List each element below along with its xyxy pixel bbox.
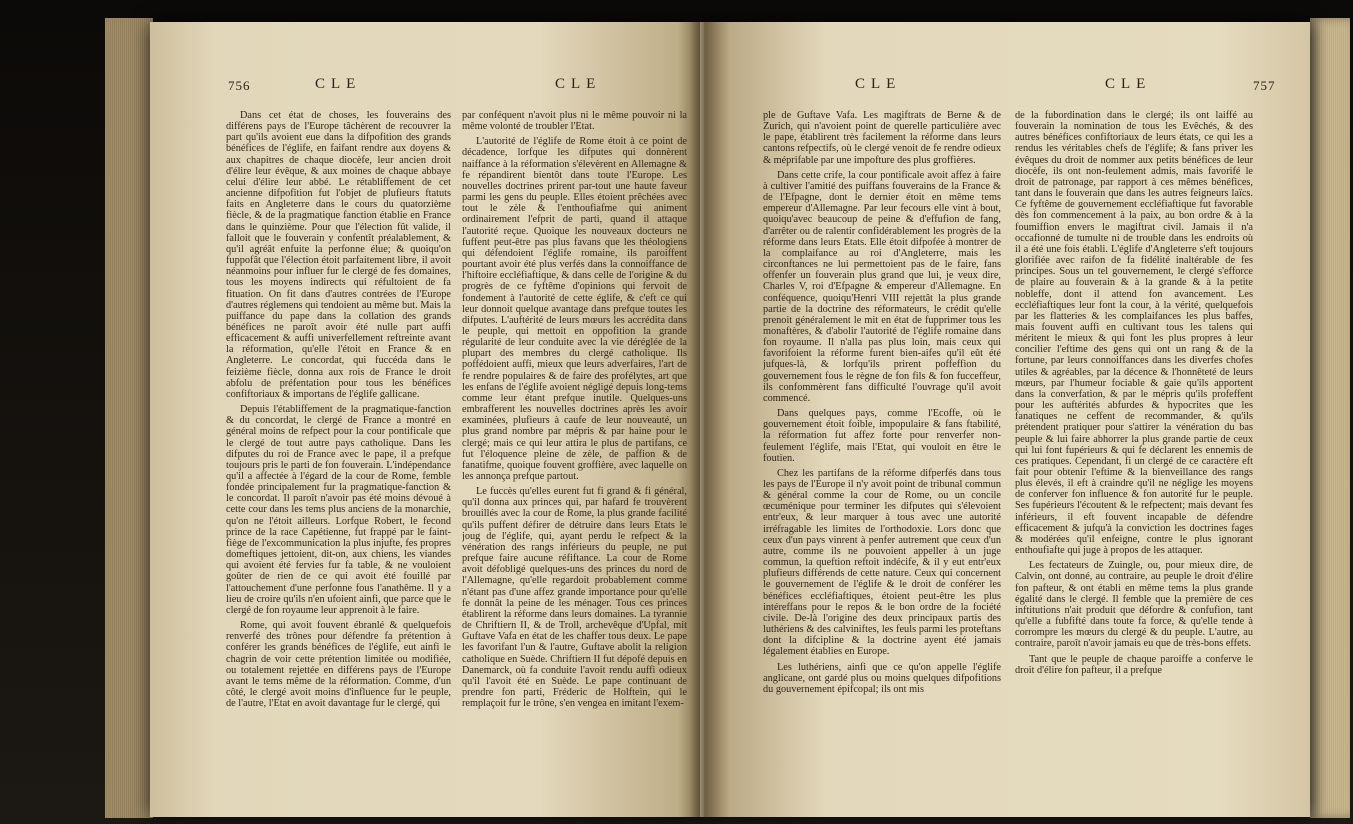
paragraph: Dans cette crife, la cour pontificale avoit affez à faire à cultiver l'amitié des puiffans fouverains de la France & de l'Efpagne, dont le dernier étoit en même tems empereur d'Allemagne. Par leur fecours elle vint à bout, quoiqu'avec beaucoup de peine & d'effufion de fang, d'arrêter ou de ralentir confidérablement les progrès de la réforme dans leurs Etats. Elle étoit difpofée à montrer de la complaifance au roi d'Angleterre, mais les circonftances ne lui permettoient pas de le faire, fans offenfer un fouverain plus grand que lui, je veux dire, Charles V, roi d'Efpagne & empereur d'Allemagne. En conféquence, quoiqu'Henri VIII rejettât la plus grande partie de la doctrine des réformateurs, le crédit qu'elle prenoit généralement le mit en état de fupprimer tous les monaftères, & d'abolir l'autorité de l'églife romaine dans fon royaume. Il n'alla pas plus loin, mais ceux qui favorifoient la réforme furent bien-aifes qu'il eût été jufques-là, & lorfqu'ils prirent poffeffion du gouvernement fous le règne de fon fils & fon fucceffeur, ils confommèrent fans difficulté l'ouvrage qu'il avoit commencé. xyxy=(763,169,1001,404)
paragraph: Dans cet état de choses, les fouverains des différens pays de l'Europe tâchèrent de recouvrer la part qu'ils avoient eue dans la difpofition des grands bénéfices de l'églife, en faifant rendre aux doyens & aux chapitres de chaque diocèfe, leur ancien droit d'élire leur évêque, & aux moines de chaque abbaye celui d'élire leur abbé. Le rétabliffement de cet ancienne difpofition fut l'objet de plufieurs ftatuts faits en Angleterre dans le cours du quatorzième fiècle, & de la pragmatique fanction établie en France dans le quinzième. Pour que l'élection fût valide, il falloit que le fouverain y confentît préalablement, & qu'il agréât enfuite la perfonne élue; & quoiqu'on fuppofât que l'élection étoit parfaitement libre, il avoit néanmoins pour influer fur le clergé de fes domaines, tous les moyens indirects qui réfultoient de fa fituation. On fit dans d'autres contrées de l'Europe d'autres réglemens qui tendoient au même but. Mais la puiffance du pape dans la collation des grands bénéfices ne paroît avoir été nulle part auffi efficacement & auffi univerfellement reftreinte avant la réformation, qu'elle l'étoit en France & en Angleterre. Le concordat, qui fuccéda dans le feizième fiècle, donna aux rois de France le droit abfolu de préfentation pour tous les bénéfices confiftoriaux & importans de l'églife gallicane. xyxy=(226,110,451,400)
running-head: CLE xyxy=(315,76,362,92)
open-book-spread xyxy=(150,22,1310,817)
running-head: CLE xyxy=(855,76,902,92)
paragraph: par conféquent n'avoit plus ni le même pouvoir ni la même volonté de troubler l'Etat. xyxy=(462,110,687,133)
page-number: 756 xyxy=(228,78,251,93)
text-column-1 xyxy=(226,110,451,810)
text-column-1 xyxy=(763,110,1001,810)
paragraph: Rome, qui avoit fouvent ébranlé & quelquefois renverfé des trônes pour défendre fa prétention à conférer les grands bénéfices de l'églife, eut ainfi le chagrin de voir cette prétention limitée ou modifiée, ou totalement rejettée en différens pays de l'Europe avant le tems même de la réformation. Comme, d'un côté, le clergé avoit moins d'influence fur le peuple, de l'autre, l'Etat en avoit davantage fur le clergé, qui xyxy=(226,620,451,710)
paragraph: Chez les partifans de la réforme difperfés dans tous les pays de l'Europe il n'y avoit point de tribunal commun & général comme la cour de Rome, ou un concile œcuménique pour terminer les difputes qui s'élevoient entr'eux, & leur marquer à tous avec une autorité irréfragable les limites de l'orthodoxie. Lors donc que ceux d'un pays vinrent à penfer autrement que ceux d'un autre, comme ils ne pouvoient appeller à un juge commun, la queftion reftoit indécife, & il y eut entr'eux plufieurs différends de cette nature. Ceux qui concernent le gouvernement de l'églife & le droit de conférer les bénéfices eccléfiaftiques, étoient peut-être les plus intéreffans pour le repos & le bon ordre de la fociété civile. De-là l'origine des deux principaux partis des luthériens & des calviniftes, les feuls parmi les proteftans dont la difcipline & la doctrine ayent été jamais légalement établies en Europe. xyxy=(763,467,1001,658)
text-column-2 xyxy=(462,110,687,810)
left-page xyxy=(150,22,700,817)
paragraph: Les fectateurs de Zuingle, ou, pour mieux dire, de Calvin, ont donné, au contraire, au peuple le droit d'élire fon pafteur, & ont établi en même tems la plus grande égalité dans le clergé. Il femble que la première de ces inftitutions n'ait produit que défordre & confufion, tant qu'elle a fubfifté dans toute fa force, & qu'elle tende à corrompre les mœurs du clergé & du peuple. L'autre, au contraire, paroît n'avoir jamais eu que de très-bons effets. xyxy=(1015,560,1253,650)
running-head: CLE xyxy=(1105,76,1152,92)
paragraph: Le fuccès qu'elles eurent fut fi grand & fi général, qu'il donna aux princes qui, par hafard fe trouvèrent brouillés avec la cour de Rome, la plus grande facilité qu'ils puffent défirer de détruire dans leurs Etats le joug de l'églife, qui, ayant perdu le refpect & la vénération des rangs inférieurs du peuple, ne put prefque faire aucune réfiftance. La cour de Rome avoit défobligé quelques-uns des princes du nord de l'Allemagne, qu'elle regardoit probablement comme n'étant pas d'une affez grande importance pour qu'elle fe donnât la peine de les ménager. Tous ces princes établirent la réforme dans leurs domaines. La tyrannie de Chriftiern II, & de Troll, archevêque d'Upfal, mit Guftave Vafa en état de les chaffer tous deux. Le pape les favorifant l'un & l'autre, Guftave abolit la religion catholique en Suède. Chriftiern II fut dépofé depuis en Danemarck, où fa conduite l'avoit rendu auffi odieux qu'il l'avoit été en Suède. Le pape continuant de prendre fon parti, Fréderic de Holftein, qui le remplaçoit fur le trône, s'en vengea en imitant l'exem- xyxy=(462,486,687,710)
paragraph: Tant que le peuple de chaque paroiffe a conferve le droit d'élire fon pafteur, il a prefque xyxy=(1015,653,1253,676)
right-page xyxy=(705,22,1310,817)
text-column-2 xyxy=(1015,110,1253,810)
right-page-edges xyxy=(1310,18,1350,818)
paragraph: L'autorité de l'églife de Rome étoit à ce point de décadence, lorfque les difputes qui donnèrent naiffance à la réformation s'élevèrent en Allemagne & fe répandirent bientôt dans toute l'Europe. Les nouvelles doctrines prirent par-tout une haute faveur parmi les gens du peuple. Elles étoient prêchées avec tout le zèle & l'enthoufiafme qui animent ordinairement l'efprit de parti, quand il attaque l'autorité reçue. Quoique les nouveaux docteurs ne fuffent peut-être pas plus favans que les théologiens qui défendoient l'églife romaine, ils paroiffent pourtant avoir été plus verfés dans la connoiffance de l'hiftoire eccléfiaftique, & dans celle de l'origine & du progrès de ce fyftême d'opinions qui fervoit de fondement à l'autorité de cette églife, & c'eft ce qui leur donnoit quelque avantage dans prefque toutes les difputes. L'auftérité de leurs mœurs les accrédita dans le peuple, qui mettoit en oppofition la grande régularité de leur conduite avec la vie déréglée de la plupart des membres du clergé catholique. Ils poffédoient auffi, mieux que leurs adverfaires, l'art de fe rendre populaires & de faire des profélytes, art que les enfans de l'églife avoient négligé depuis long-tems comme leur étant prefque inutile. Quelques-uns embrafferent les nouvelles doctrines après les avoir examinées, plufieurs à caufe de leur nouveauté, un plus grand nombre par mépris & par haine pour le clergé; mais ce qui leur attira le plus de partifans, ce fut l'éloquence pleine de zèle, de paffion & de fanatifme, quoique fouvent groffière, avec laquelle on les annonça prefque partout. xyxy=(462,136,687,482)
paragraph: Dans quelques pays, comme l'Ecoffe, où le gouvernement étoit foible, impopulaire & fans ftabilité, la réformation fut affez forte pour renverfer non-feulement l'églife, mais l'Etat, qui vouloit en être le foutien. xyxy=(763,408,1001,464)
page-number: 757 xyxy=(1253,78,1276,93)
left-page-edges xyxy=(105,18,153,818)
paragraph: Les luthériens, ainfi que ce qu'on appelle l'églife anglicane, ont gardé plus ou moins quelques difpofitions du gouvernement épifcopal; ils ont mis xyxy=(763,661,1001,695)
paragraph: de la fubordination dans le clergé; ils ont laiffé au fouverain la nomination de tous les Evêchés, & des autres bénéfices confiftoriaux de leurs états, ce qui les a rendus les véritables chefs de l'églife; & fans priver les évêques du droit de nommer aux petits bénéfices de leur diocèfe, ils ont non-feulement admis, mais favorifé le droit de patronage, par rapport à ces mêmes bénéfices, tant dans le fouverain que dans les autres feigneurs laïcs. Ce fyftême de gouvernement eccléfiaftique fut favorable dès fon commencement à la paix, au bon ordre & à la foumiffion envers le magiftrat civil. Jamais il n'a occafionné de tumulte ni de trouble dans les endroits où il a été une fois établi. L'églife d'Angleterre s'eft toujours glorifiée avec raifon de fa fidélité inaltérable de fes principes. Sous un tel gouvernement, le clergé s'efforce de plaire au fouverain & à la grande & à la petite nobleffe, dont il attend fon avancement. Les eccléfiaftiques leur font la cour, à la vérité, quelquefois par les flatteries & les complaifances les plus baffes, mais fouvent auffi en cultivant tous les talens qui méritent le mieux & qui font les plus propres à leur concilier l'eftime des gens qui ont un rang & de la fortune, par leurs connoiffances dans les diverfes chofes utiles & agréables, par la décence & l'honnêteté de leurs mœurs, par l'humeur fociable & gaie qu'ils apportent dans la converfation, & par le mépris qu'ils profeffent pour les auftérités abfurdes & hypocrites que les fanatiques ne ceffent de recommander, & qu'ils prétendent pratiquer pour s'attirer la vénération du bas peuple & lui faire abhorrer la plus grande partie de ceux qui lui font fupérieurs & qui fe déclarent les ennemis de ces pratiques. Cependant, fi un clergé de ce caractère eft fait pour obtenir l'eftime & la bienveillance des rangs plus élevés, il eft à craindre qu'il ne néglige les moyens de conferver fon influence & fon autorité fur le peuple. Ses fupérieurs l'écoutent & le refpectent; mais devant fes inférieurs, il eft fouvent incapable de défendre efficacement & jufqu'à la conviction les doctrines fages & modérées qu'il enfeigne, contre le plus ignorant enthoufiafte qui juge à propos de les attaquer. xyxy=(1015,110,1253,557)
running-head: CLE xyxy=(555,76,602,92)
paragraph: ple de Guftave Vafa. Les magiftrats de Berne & de Zurich, qui n'avoient point de querelle particulière avec le pape, établirent très facilement la réforme dans leurs cantons refpectifs, où le clergé venoit de fe rendre odieux & méprifable par une impofture des plus groffières. xyxy=(763,110,1001,166)
paragraph: Depuis l'établiffement de la pragmatique-fanction & du concordat, le clergé de France a montré en général moins de refpect pour la cour pontificale que le clergé de tout autre pays catholique. Dans les difputes du roi de France avec le pape, il a prefque toujours pris le parti de fon fouverain. L'indépendance qu'il a affectée à l'égard de la cour de Rome, femble fondée principalement fur la pragmatique-fanction & le concordat. Il paroît n'avoir pas été moins dévoué à cette cour dans les tems plus anciens de la monarchie, qu'on ne l'étoit ailleurs. Lorfque Robert, le fecond prince de la race Capétienne, fut frappé par le faint-fiège de l'excommunication la plus injufte, fes propres domeftiques jettoient, dit-on, aux chiens, les viandes qui avoient été fervies fur fa table, & ne vouloient goûter de rien de ce qui avoit été fouillé par l'attouchement d'une perfonne fous l'anathême. Il y a lieu de croire qu'ils n'en ufoient ainfi, que parce que le clergé de fon royaume leur apprenoit à le faire. xyxy=(226,404,451,616)
